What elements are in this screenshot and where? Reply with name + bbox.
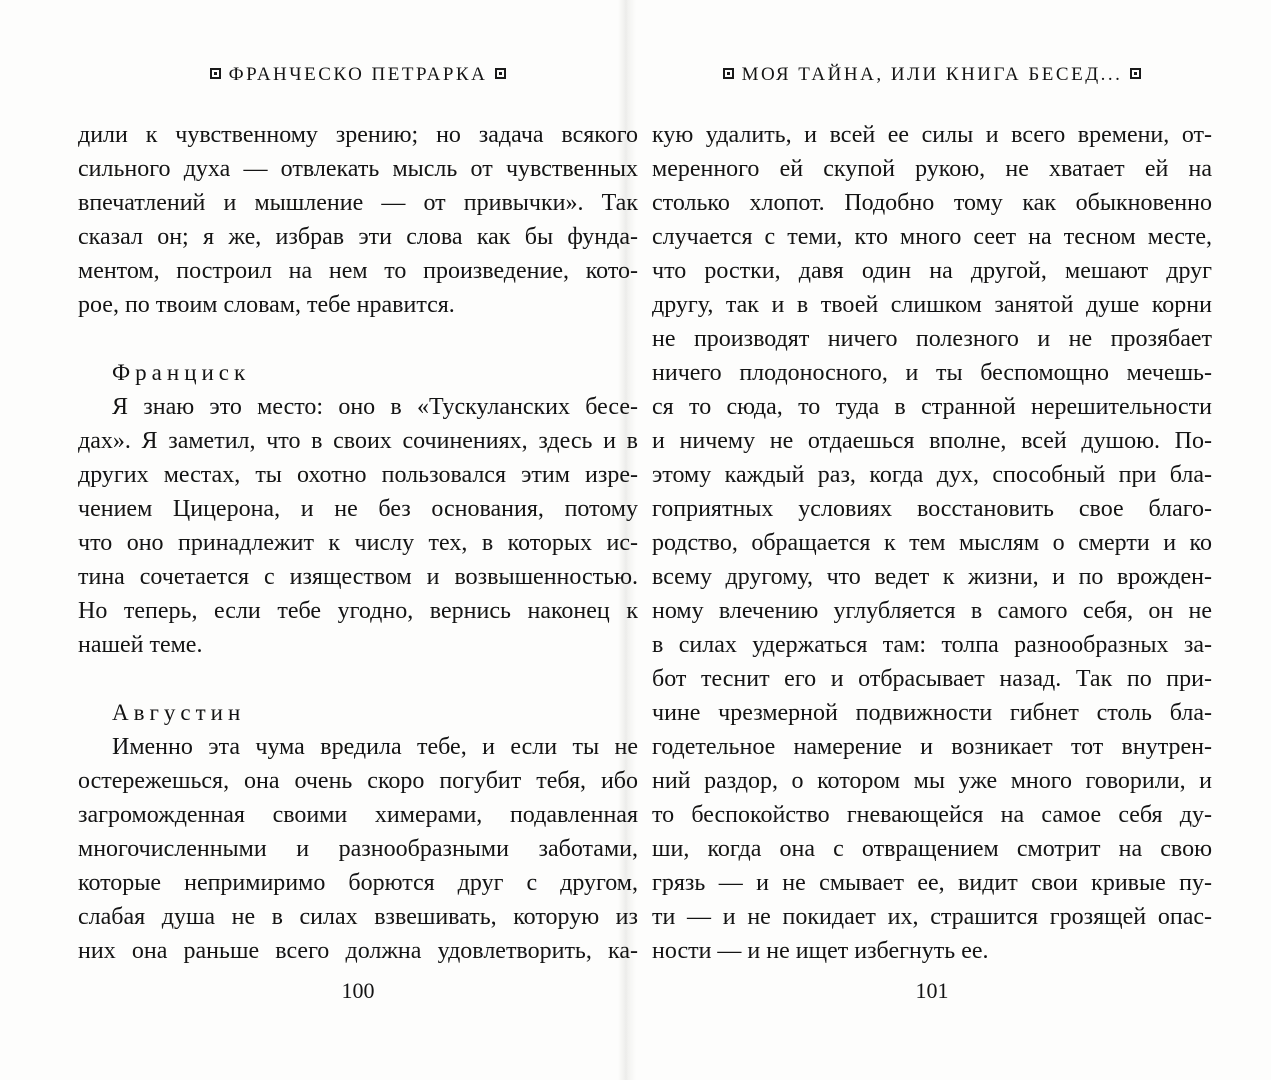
right-running-head-text: МОЯ ТАЙНА, ИЛИ КНИГА БЕСЕД... [741,64,1123,85]
paragraph-gap [78,322,638,356]
text-line: родство, обращается к тем мыслям о смерти и ко [652,530,1212,556]
text-line: ности — и не ищет избегнуть ее. [652,938,989,964]
text-line: бот теснит его и отбрасывает назад. Так по при- [652,666,1212,692]
text-line: ти — и не покидает их, страшится грозящей опас- [652,904,1212,930]
paragraph-gap [78,662,638,696]
right-page-body [652,118,1212,968]
ornament-icon [495,68,506,79]
ornament-icon [210,68,221,79]
text-line: чине чрезмерной подвижности гибнет столь бла- [652,700,1212,726]
page-number: 101 [915,978,949,1003]
text-line: сказал он; я же, избрав эти слова как бы фунда- [78,224,638,250]
speaker-name: Августин [112,700,246,725]
text-line: чением Цицерона, и не без основания, потому [78,496,638,522]
text-line: в силах удержаться там: толпа разнообразных за- [652,632,1212,658]
right-page [652,0,1212,1080]
left-page-body [78,118,638,968]
speaker-name: Франциск [112,360,251,385]
text-line: случается с теми, кто много сеет на тесном месте, [652,224,1212,250]
text-line: сильного духа — отвлекать мысль от чувственных [78,156,638,182]
text-line: тина сочетается с изяществом и возвышенностью. [78,564,638,590]
ornament-icon [723,68,734,79]
text-line: ся то сюда, то туда в странной нерешительности [652,394,1212,420]
text-line: ментом, построил на нем то произведение, кото- [78,258,638,284]
right-running-head [652,64,1212,86]
text-line: ши, когда она с отвращением смотрит на свою [652,836,1212,862]
text-line: ному влечению углубляется в самого себя, он не [652,598,1212,624]
text-line: гоприятных условиях восстановить свое благо- [652,496,1212,522]
text-line: дах». Я заметил, что в своих сочинениях, здесь и в [78,428,638,454]
text-line: то беспокойство гневающейся на самое себя ду- [652,802,1212,828]
left-running-head-text: ФРАНЧЕСКО ПЕТРАРКА [228,64,488,85]
text-line: что ростки, давя один на другой, мешают друг [652,258,1212,284]
text-line: не производят ничего полезного и не прозябает [652,326,1212,352]
text-line: Именно эта чума вредила тебе, и если ты не [112,734,638,760]
text-line: всему другому, что ведет к жизни, и по врожден- [652,564,1212,590]
text-line: рое, по твоим словам, тебе нравится. [78,292,455,318]
text-line: которые непримиримо борются друг с другом, [78,870,638,896]
text-line: слабая душа не в силах взвешивать, которую из [78,904,638,930]
text-line: многочисленными и разнообразными заботами, [78,836,638,862]
text-line: кую удалить, и всей ее силы и всего времени, от- [652,122,1212,148]
text-line: ничего плодоносного, и ты беспомощно мечешь- [652,360,1212,386]
text-line: нашей теме. [78,632,203,658]
text-line: что оно принадлежит к числу тех, в которых ис- [78,530,638,556]
text-line: грязь — и не смывает ее, видит свои кривые пу- [652,870,1212,896]
page-number: 100 [341,978,375,1003]
left-running-head [78,64,638,86]
ornament-icon [1130,68,1141,79]
text-line: остережешься, она очень скоро погубит тебя, ибо [78,768,638,794]
text-line: ний раздор, о котором мы уже много говорили, и [652,768,1212,794]
text-line: дили к чувственному зрению; но задача всякого [78,122,638,148]
text-line: меренного ей скупой рукою, не хватает ей на [652,156,1212,182]
text-line: другу, так и в твоей слишком занятой душе корни [652,292,1212,318]
text-line: них она раньше всего должна удовлетворить, ка- [78,938,638,964]
text-line: других местах, ты охотно пользовался этим изре- [78,462,638,488]
text-line: этому каждый раз, когда дух, способный при бла- [652,462,1212,488]
text-line: и ничему не отдаешься вполне, всей душою. По- [652,428,1212,454]
text-line: годетельное намерение и возникает тот внутрен- [652,734,1212,760]
text-line: впечатлений и мышление — от привычки». Так [78,190,638,216]
text-line: загроможденная своими химерами, подавленная [78,802,638,828]
text-line: Я знаю это место: оно в «Тускуланских бесе- [112,394,638,420]
text-line: столько хлопот. Подобно тому как обыкновенно [652,190,1212,216]
left-page [78,0,638,1080]
text-line: Но теперь, если тебе угодно, вернись наконец к [78,598,638,624]
